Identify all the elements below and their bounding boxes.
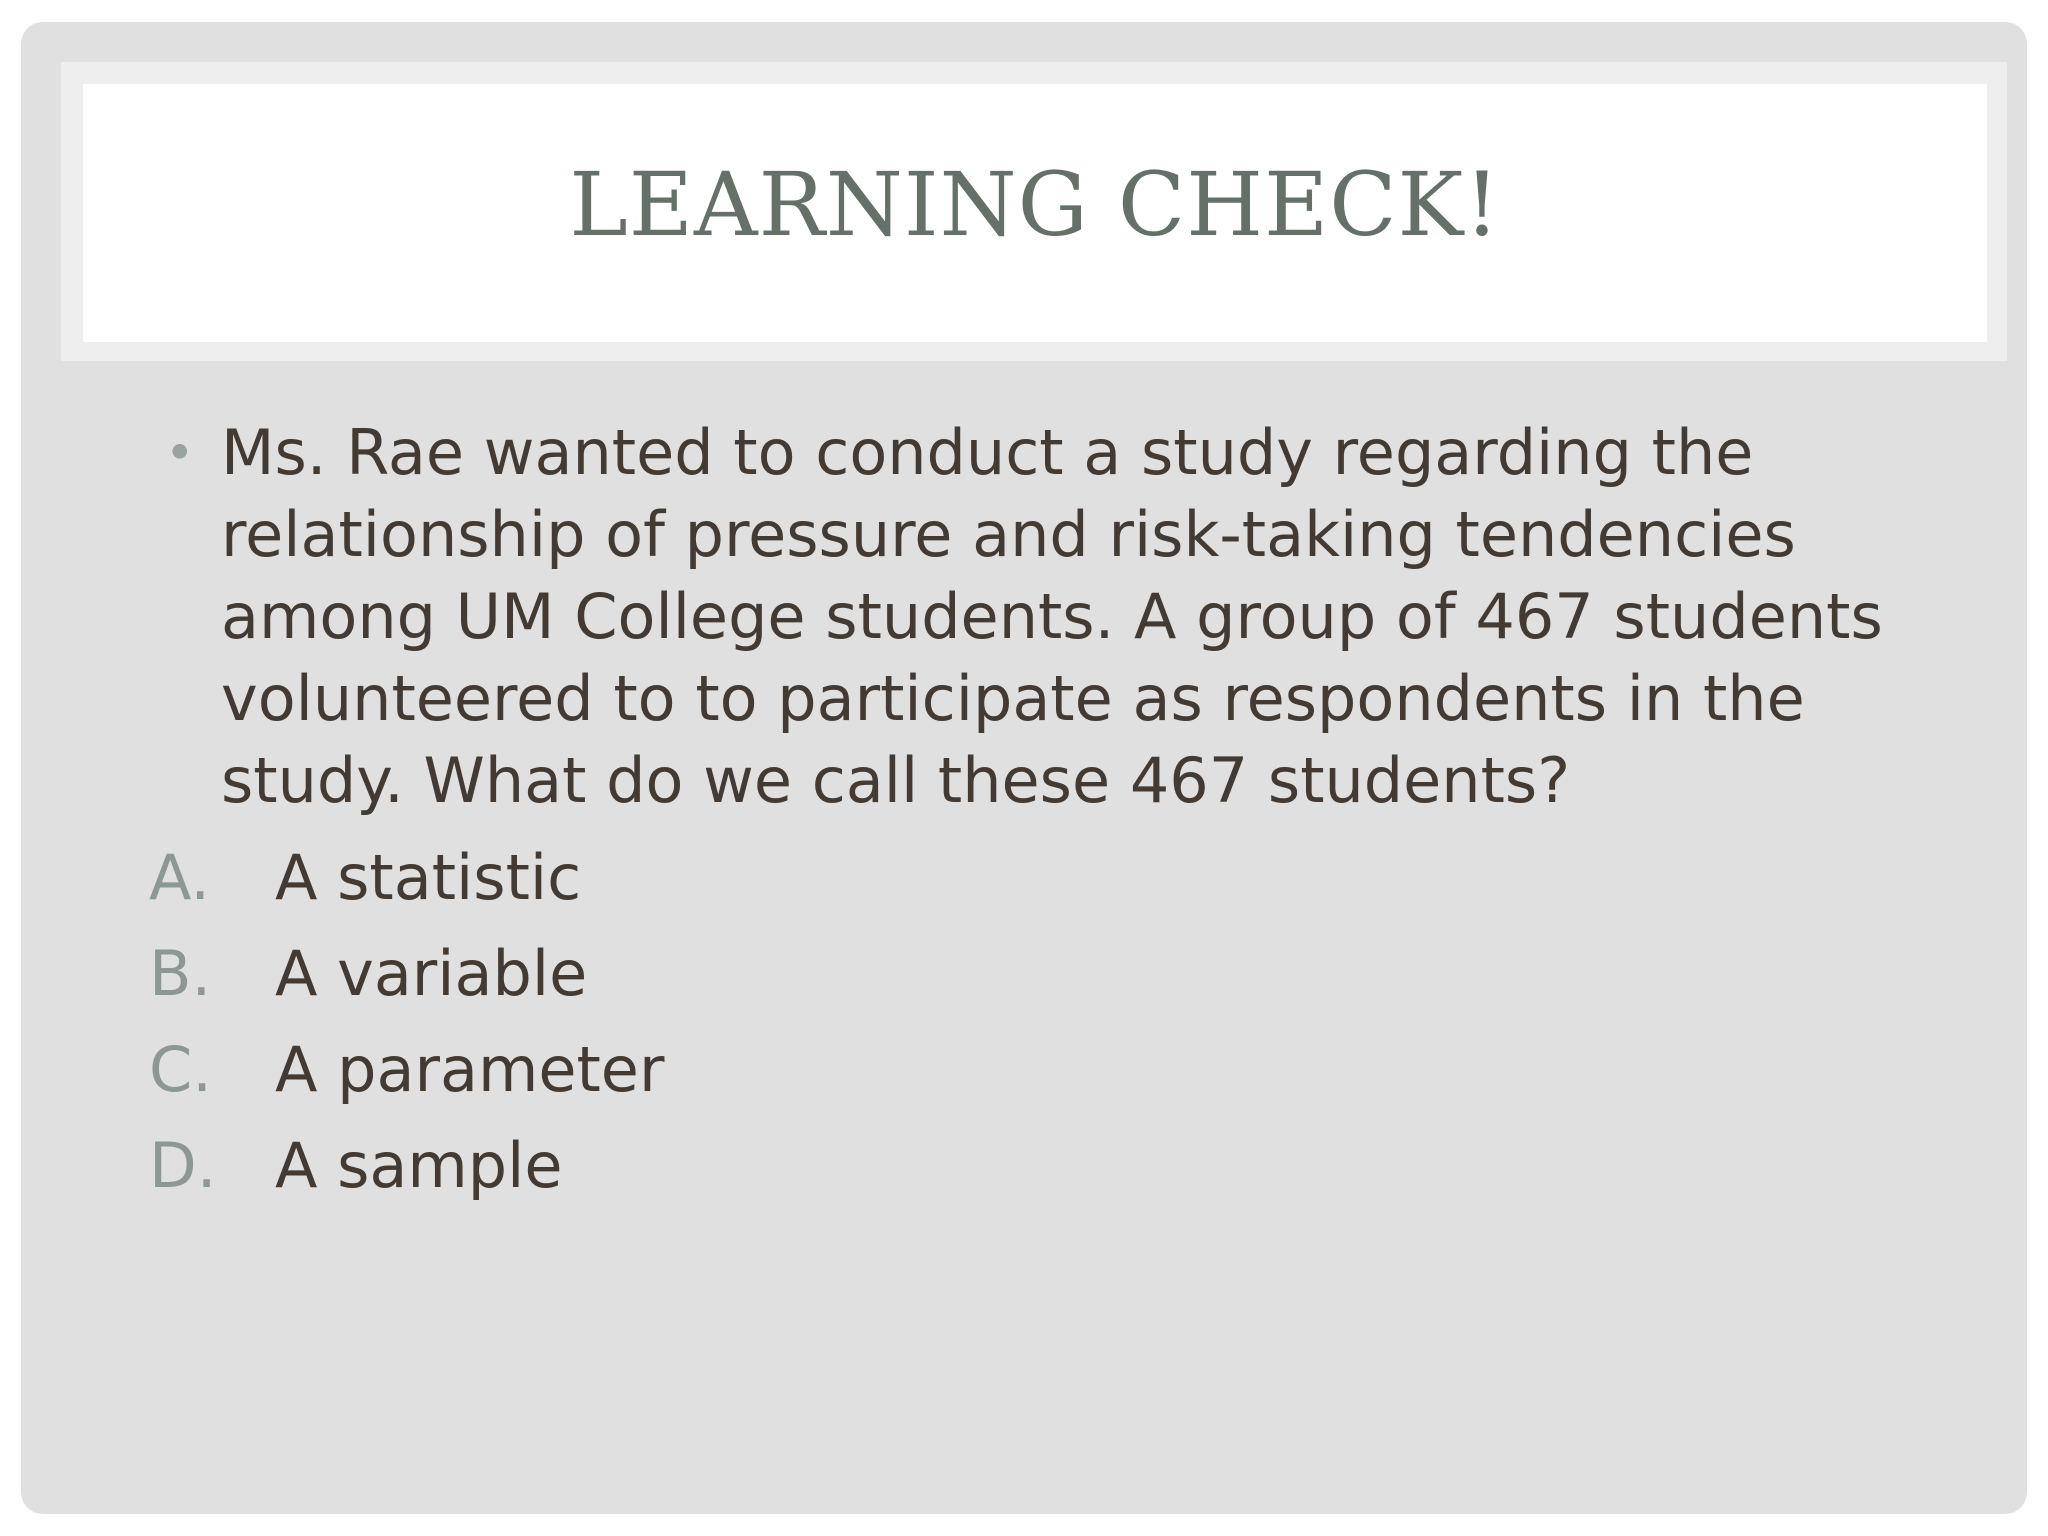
slide-content bbox=[147, 412, 1967, 1214]
option-text: A variable bbox=[275, 937, 588, 1010]
option-d bbox=[147, 1118, 1967, 1214]
option-letter: A. bbox=[149, 841, 211, 914]
option-text: A parameter bbox=[275, 1033, 665, 1106]
question-text: Ms. Rae wanted to conduct a study regarding the relationship of pressure and risk-taking tendencies among UM College students. A group of 467 students volunteered to to participate as respondents in the study. What do we call these 467 students? bbox=[221, 416, 1883, 817]
title-box bbox=[83, 84, 1987, 342]
slide-title: LEARNING CHECK! bbox=[569, 152, 1501, 256]
option-a bbox=[147, 830, 1967, 926]
question-paragraph bbox=[147, 412, 1967, 822]
option-text: A statistic bbox=[275, 841, 582, 914]
option-letter: B. bbox=[149, 937, 212, 1010]
option-letter: C. bbox=[149, 1033, 212, 1106]
option-b bbox=[147, 926, 1967, 1022]
slide bbox=[21, 22, 2027, 1514]
option-letter: D. bbox=[149, 1129, 217, 1202]
bullet-icon: • bbox=[165, 424, 195, 482]
option-c bbox=[147, 1022, 1967, 1118]
option-text: A sample bbox=[275, 1129, 563, 1202]
options-list bbox=[147, 830, 1967, 1214]
